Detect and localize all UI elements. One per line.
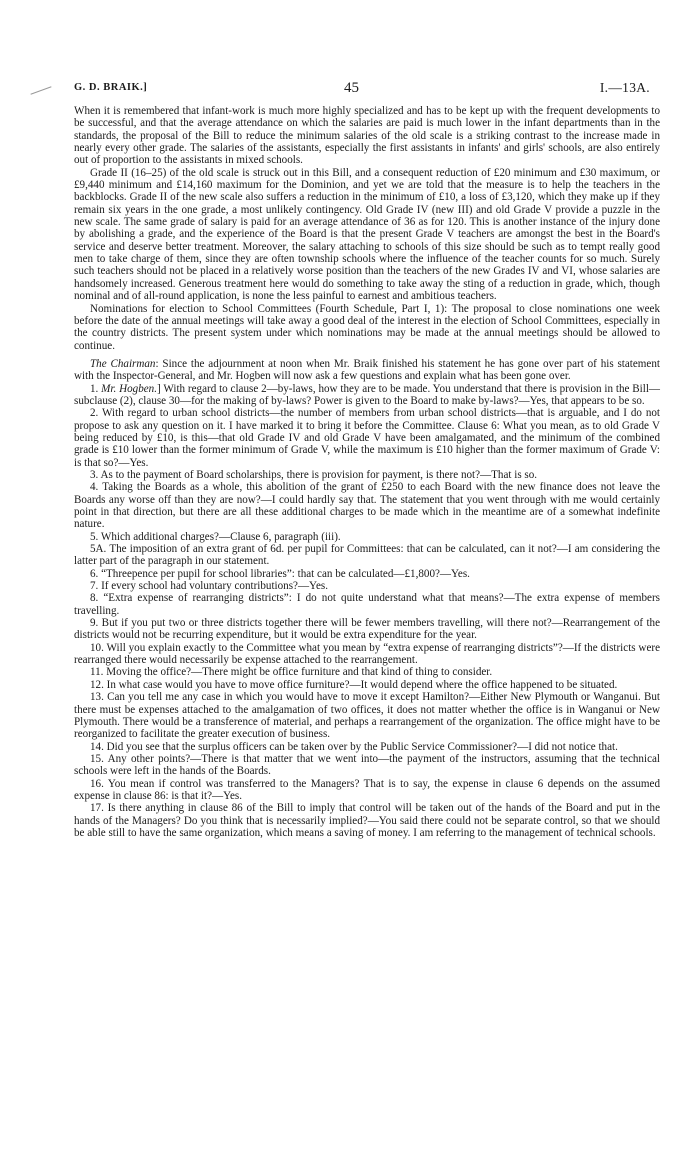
question-7: 7. If every school had voluntary contributions?—Yes. <box>90 580 328 593</box>
paragraph-chairman <box>74 358 660 383</box>
question-2: 2. With regard to urban school districts—the number of members from urban school districts—that is arguable, and I do not propose to ask any question on it. I have marked it to bring it before the Committee. Clause 6: What you mean, as to old Grade V being reduced by £10, is this—that old Grade IV and old Grade V have been amalgamated, and the minimum of the combined grade is £10 lower than the former minimum of Grade V, while the maximum is £10 higher than the former maximum of Grade V: is that so?—Yes. <box>74 407 660 469</box>
question-5a: 5A. The imposition of an extra grant of 6d. per pupil for Committees: that can be calculated, can it not?—I am considering the latter part of the paragraph in our statement. <box>74 543 660 568</box>
question-1 <box>74 383 660 408</box>
page-header <box>74 80 650 100</box>
header-author: G. D. BRAIK.] <box>74 82 148 93</box>
question-4: 4. Taking the Boards as a whole, this abolition of the grant of £250 to each Board with the new finance does not leave the Boards any worse off than they are now?—I could hardly say that. The statement that you went through with me would certainly point in that direction, but there are all these additional charges to be made which in the meantime are of a somewhat indefinite nature. <box>74 481 660 531</box>
speaker-hogben: Mr. Hogben. <box>101 382 158 395</box>
question-11: 11. Moving the office?—There might be office furniture and that kind of thing to consider. <box>90 666 493 679</box>
document-reference: I.—13A. <box>599 80 650 95</box>
question-3: 3. As to the payment of Board scholarships, there is provision for payment, is there not?—That is so. <box>90 468 538 481</box>
question-5: 5. Which additional charges?—Clause 6, paragraph (iii). <box>90 530 341 543</box>
question-14: 14. Did you see that the surplus officers can be taken over by the Public Service Commissioner?—I did not notice that. <box>90 740 618 753</box>
margin-mark <box>30 86 51 94</box>
chairman-statement: : Since the adjournment at noon when Mr. Braik finished his statement he has gone over part of his statement with the Inspector-General, and Mr. Hogben will now ask a few questions and explain what has been gone over. <box>74 357 660 383</box>
question-9: 9. But if you put two or three districts together there will be fewer members travelling, will there not?—Rearrangement of the districts would not be recurring expenditure, but it would be extra expenditure for the year. <box>74 617 660 642</box>
question-13: 13. Can you tell me any case in which you would have to move it except Hamilton?—Either New Plymouth or Wanganui. But there must be expenses attached to the amalgamation of two offices, it does not matter whether the office is in Wanganui or New Plymouth. There would be a transference of material, and perhaps a rearrangement of the organization. The office might have to be reorganized to facilitate the greater execution of business. <box>74 691 660 741</box>
question-15: 15. Any other points?—There is that matter that we went into—the payment of the instructors, assuming that the technical schools were left in the hands of the Boards. <box>74 752 660 778</box>
paragraph-nominations: Nominations for election to School Committees (Fourth Schedule, Part I, 1): The proposal to close nominations one week before the date of the annual meetings will take away a good deal of the interest in the election of School Committees, especially in the country districts. The present system under which nominations may be made at the annual meetings should be allowed to continue. <box>74 302 660 352</box>
paragraph-grade-ii: Grade II (16–25) of the old scale is struck out in this Bill, and a consequent reduction of £20 minimum and £30 maximum, or £9,440 minimum and £14,160 maximum for the Dominion, and yet we are told that the measure is to help the teachers in the backblocks. Grade II of the new scale also suffers a reduction in the minimum of £10, a loss of £3,120, which they make up if they remain six years in the one grade, a most unlikely contingency. Old Grade IV (new III) and old Grade V provide a puzzle in the new scale. The same grade of salary is paid for an average attendance of 36 as for 120. This is another instance of the injury done by abolishing a grade, and the experience of the Board is that the present Grade V teachers are amongst the best in the Board's service and deserve better treatment. Moreover, the salary attaching to schools of this size should be such as to tempt really good men to take charge of them, since they are often township schools where the influence of the teacher counts for so much. Surely such teachers should not be placed in a relatively worse position than the teachers of the new Grades IV and VI, whose salaries are handsomely increased. Generous treatment here would do something to take away the sting of a reduction in grade, which, though nominal and of all-round application, is none the less painful to earnest and ambitious teachers. <box>74 166 660 303</box>
document-body <box>74 105 660 839</box>
paragraph-infant-work: When it is remembered that infant-work is much more highly specialized and has to be kept up with the frequent developments to be successful, and that the average attendance on which the salaries are paid is much lower in the infant departments than in the standards, the proposal of the Bill to reduce the minimum salaries of the old scale is a striking contrast to the increase made in nearly every other grade. The salaries of the assistants, especially the first assistants in infants' and girls' schools, are also entirely out of proportion to the assistants in mixed schools. <box>74 105 660 167</box>
question-8: 8. “Extra expense of rearranging districts”: I do not quite understand what that means?—The extra expense of members travelling. <box>74 592 660 617</box>
question-1-text: ] With regard to clause 2—by-laws, how they are to be made. You understand that there is provision in the Bill—subclause (2), clause 30—for the making of by-laws? Power is given to the Board to make by-laws?—Yes, that appears to be so. <box>74 382 661 407</box>
speaker-chairman: The Chairman <box>90 357 156 370</box>
question-17: 17. Is there anything in clause 86 of the Bill to imply that control will be taken out of the hands of the Board and put in the hands of the Managers? Do you think that is necessarily implied?—You said there could not be separate control, so that we should be able still to have the same organization, which means a saving of money. I am referring to the management of technical schools. <box>74 802 660 839</box>
question-1-number: 1. <box>90 382 99 395</box>
question-6: 6. “Threepence per pupil for school libraries”: that can be calculated—£1,800?—Yes. <box>90 567 470 580</box>
question-10: 10. Will you explain exactly to the Committee what you mean by “extra expense of rearranging districts”?—If the districts were rearranged there would necessarily be expense attached to the rearrangement. <box>74 641 660 667</box>
question-16: 16. You mean if control was transferred to the Managers? That is to say, the expense in clause 6 depends on the assumed expense in clause 86: is that it?—Yes. <box>74 777 660 802</box>
page-number: 45 <box>344 80 359 96</box>
question-12: 12. In what case would you have to move office furniture?—It would depend where the office happened to be situated. <box>90 678 618 691</box>
